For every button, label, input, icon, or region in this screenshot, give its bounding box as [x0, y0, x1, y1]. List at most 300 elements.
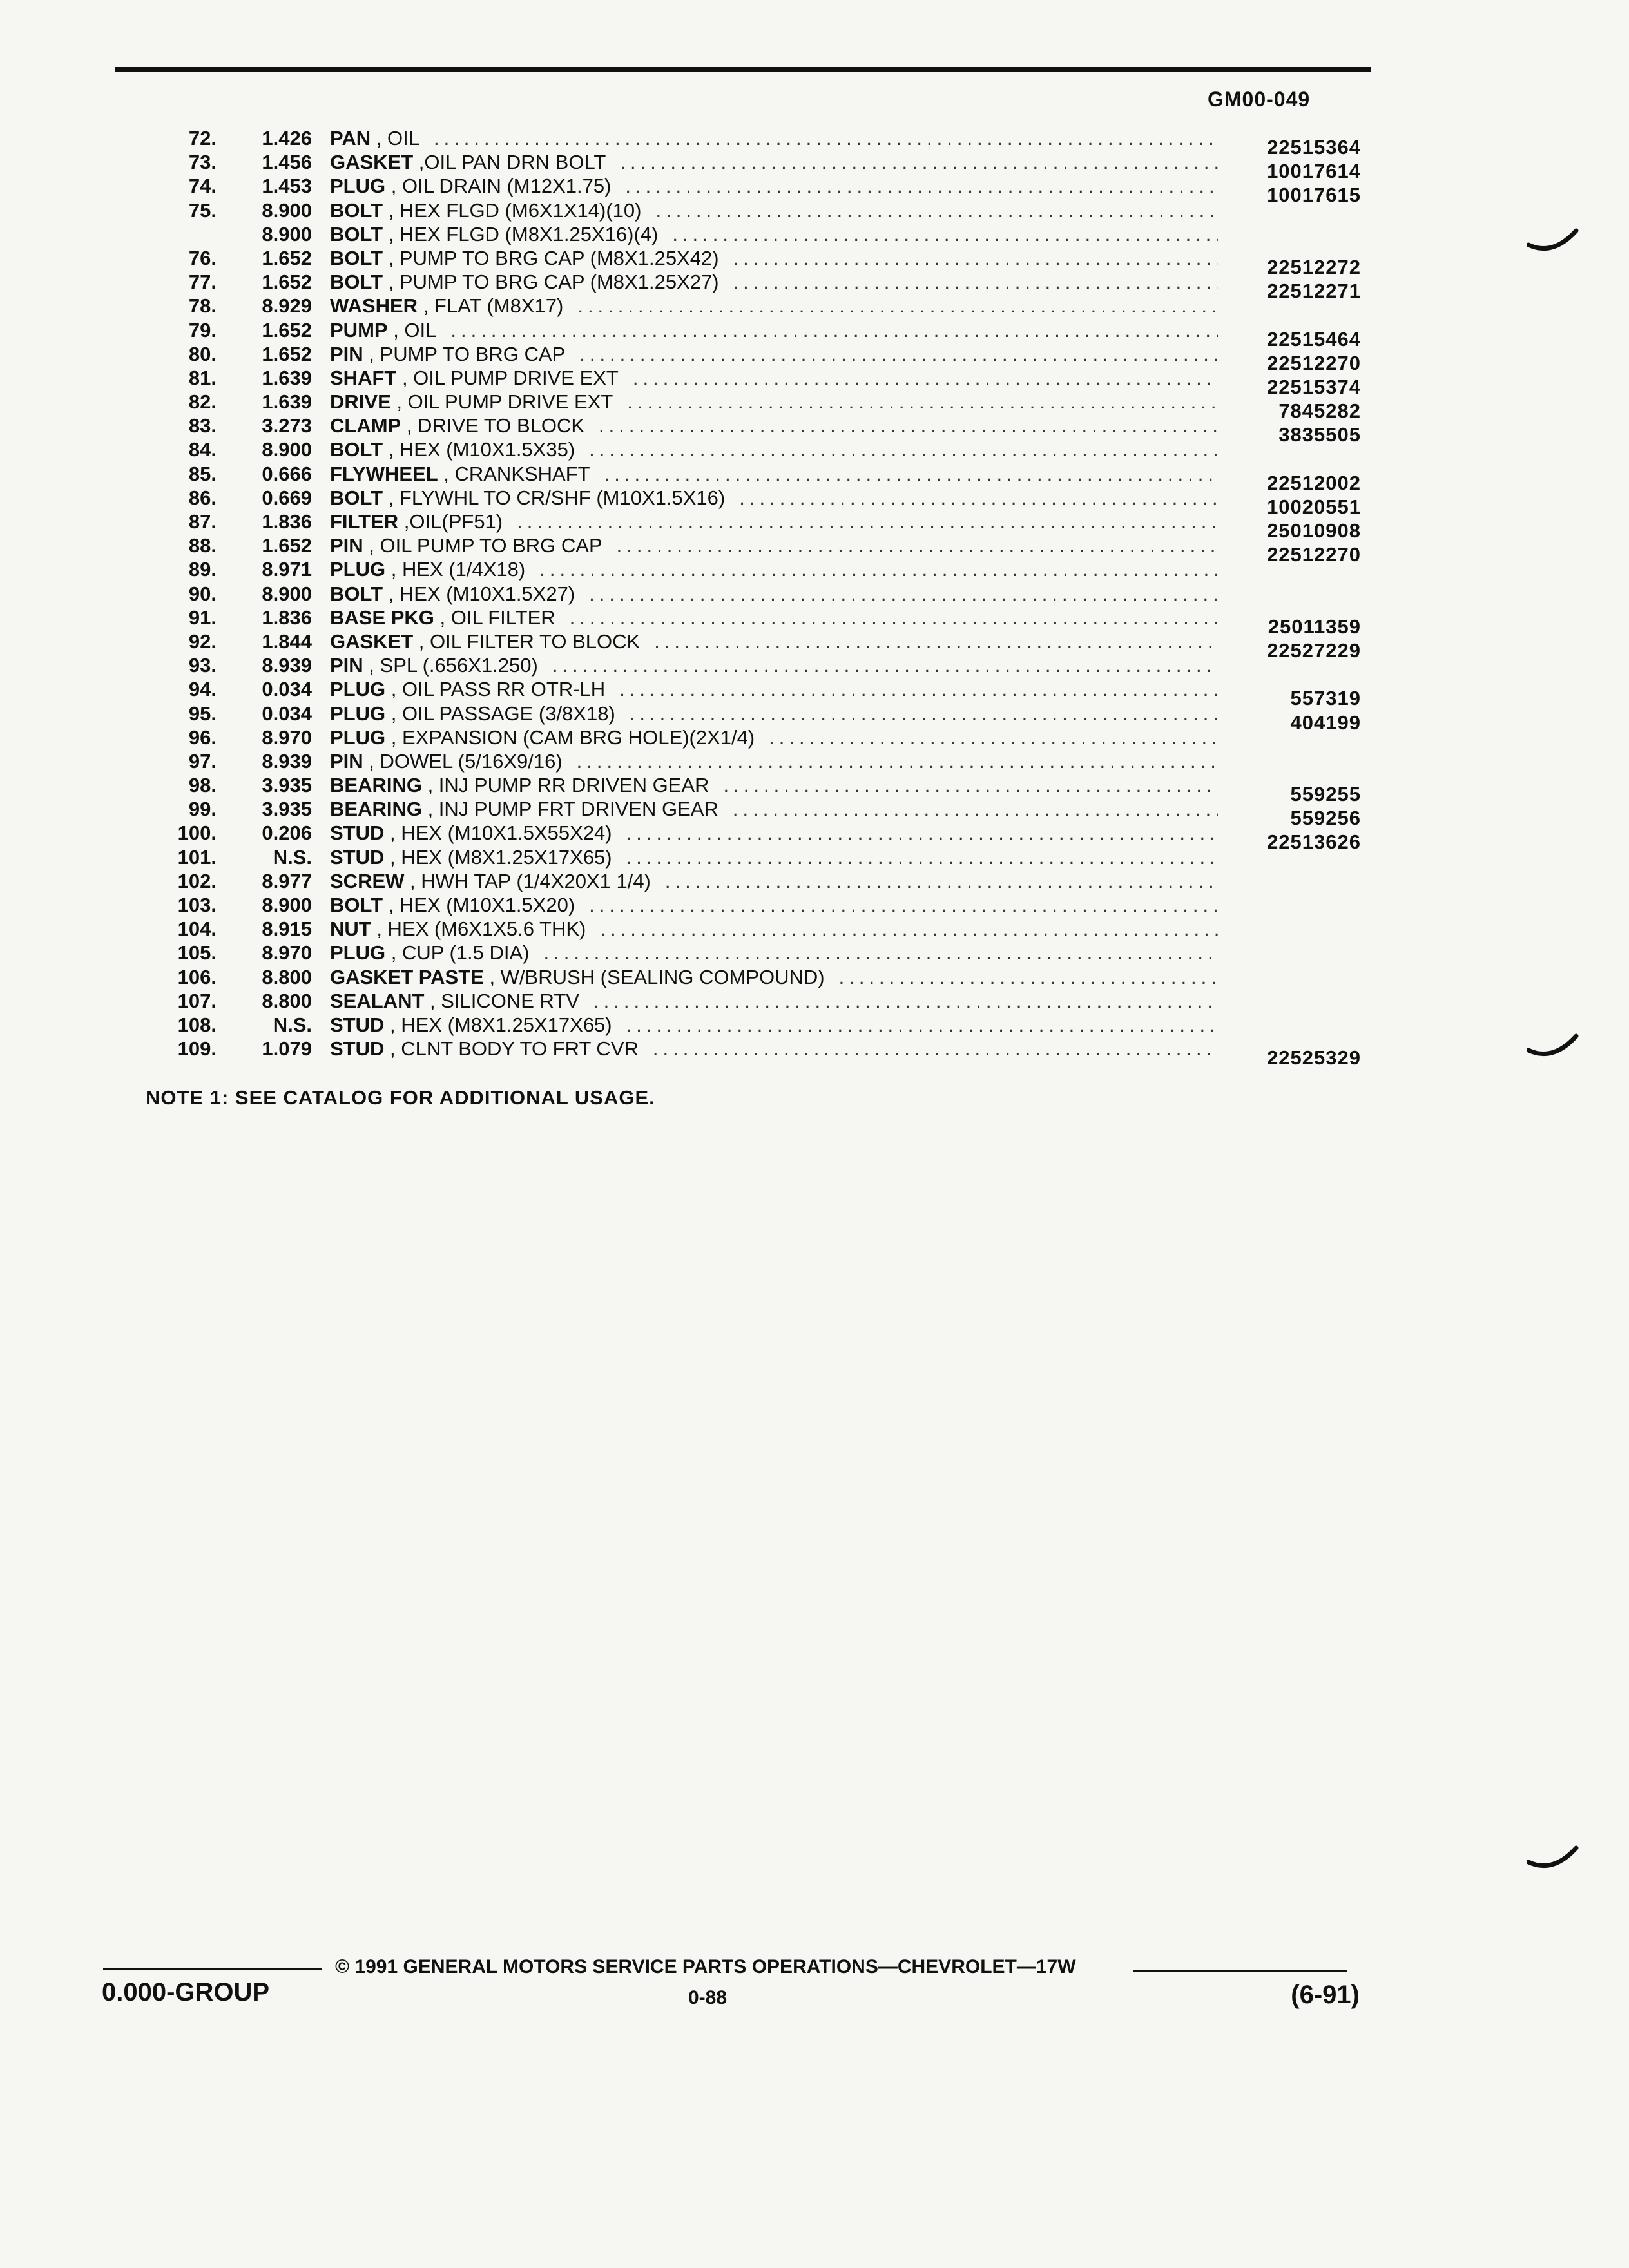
group-number: 8.900 [262, 198, 312, 222]
part-name: BOLT [330, 198, 383, 222]
parts-list [0, 126, 1629, 1070]
item-number: 78. [188, 294, 217, 318]
part-description [330, 653, 1218, 677]
part-description [330, 702, 1218, 726]
part-description [330, 462, 1218, 486]
item-number: 95. [188, 702, 217, 725]
part-name: PLUG [330, 175, 386, 198]
part-name: PLUG [330, 678, 386, 701]
group-number: 1.652 [262, 271, 312, 294]
part-name: DRIVE [330, 390, 391, 414]
binder-mark-bottom [1527, 1843, 1579, 1875]
part-description [330, 486, 1218, 510]
item-number: 92. [188, 629, 217, 653]
top-rule [115, 67, 1371, 72]
part-name: GASKET PASTE [330, 965, 484, 988]
part-name: NUT [330, 918, 371, 941]
part-detail: , FLYWHL TO CR/SHF (M10X1.5X16) [383, 486, 726, 509]
item-number: 105. [177, 941, 217, 965]
part-description [330, 917, 1218, 941]
part-name: GASKET [330, 151, 414, 174]
part-number: 22515464 [1267, 327, 1361, 351]
part-name: STUD [330, 1013, 385, 1036]
group-number: 8.915 [262, 918, 312, 941]
group-number: 1.844 [262, 629, 312, 653]
binder-mark-top [1527, 226, 1579, 258]
part-row [0, 510, 1629, 542]
dot-leader [655, 198, 1218, 222]
dot-leader [517, 510, 1218, 533]
part-row [0, 582, 1629, 606]
dot-leader [672, 222, 1218, 246]
dot-leader [589, 582, 1218, 606]
item-number: 76. [188, 246, 217, 269]
item-number: 100. [177, 822, 217, 845]
group-number: 0.034 [262, 702, 312, 725]
dot-leader [733, 270, 1218, 294]
part-name: STUD [330, 1037, 385, 1061]
group-number: 8.800 [262, 989, 312, 1012]
page-number: 0-88 [688, 1987, 728, 2008]
part-description [330, 342, 1218, 366]
part-description [330, 150, 1218, 174]
item-number: 80. [188, 342, 217, 365]
part-detail: , HEX (M8X1.25X17X65) [384, 1013, 612, 1036]
part-detail: , SPL (.656X1.250) [363, 654, 538, 677]
part-description [330, 390, 1218, 414]
part-description [330, 318, 1218, 342]
part-detail: , DRIVE TO BLOCK [401, 414, 585, 437]
footer-right-rule [1133, 1970, 1347, 1972]
part-number: 10020551 [1267, 495, 1361, 518]
item-number: 88. [188, 534, 217, 557]
part-name: BOLT [330, 894, 383, 916]
group-number: N.S. [273, 845, 312, 869]
part-row [0, 294, 1629, 318]
part-detail: , SILICONE RTV [424, 989, 579, 1012]
dot-leader [769, 726, 1218, 749]
part-description [330, 582, 1218, 606]
part-detail: ,OIL(PF51) [398, 510, 503, 533]
part-row [0, 246, 1629, 278]
part-row [0, 893, 1629, 917]
part-detail: , HEX (M10X1.5X55X24) [384, 822, 612, 845]
part-detail: , HEX FLGD (M6X1X14)(10) [383, 198, 642, 222]
part-row [0, 270, 1629, 303]
part-name: PLUG [330, 726, 386, 749]
part-description [330, 414, 1218, 437]
part-detail: , OIL PUMP TO BRG CAP [363, 534, 602, 557]
group-number: 8.900 [262, 894, 312, 916]
item-number: 82. [188, 390, 217, 414]
part-detail: , FLAT (M8X17) [418, 294, 564, 318]
dot-leader [579, 342, 1218, 366]
part-description [330, 965, 1218, 989]
part-name: PIN [330, 749, 363, 773]
part-number: 22512272 [1267, 255, 1361, 278]
part-name: FILTER [330, 510, 399, 533]
part-row [0, 366, 1629, 398]
group-number: 8.900 [262, 582, 312, 605]
group-number: 1.639 [262, 390, 312, 414]
part-description [330, 557, 1218, 581]
part-number: 22525329 [1267, 1046, 1361, 1070]
dot-leader [733, 246, 1218, 270]
part-description [330, 174, 1218, 198]
part-description [330, 222, 1218, 246]
part-description [330, 246, 1218, 270]
part-detail: , HEX (M6X1X5.6 THK) [371, 918, 586, 941]
part-row [0, 821, 1629, 854]
group-number: 1.652 [262, 318, 312, 341]
part-row [0, 222, 1629, 246]
part-number: 22515374 [1267, 375, 1361, 398]
revision-date: (6-91) [1291, 1981, 1360, 2009]
part-description [330, 606, 1218, 629]
item-number: 108. [177, 1013, 217, 1036]
part-row [0, 1037, 1629, 1070]
part-description [330, 773, 1218, 797]
part-name: PLUG [330, 558, 386, 581]
group-number: 8.800 [262, 965, 312, 988]
part-name: SEALANT [330, 989, 425, 1012]
part-name: BOLT [330, 222, 383, 245]
part-detail: , OIL PASS RR OTR-LH [385, 678, 606, 701]
part-row [0, 557, 1629, 581]
item-number: 103. [177, 894, 217, 916]
part-row [0, 629, 1629, 662]
group-number: 8.939 [262, 654, 312, 677]
part-name: BASE PKG [330, 606, 434, 629]
part-description [330, 893, 1218, 917]
part-number: 22527229 [1267, 639, 1361, 662]
catalog-note: NOTE 1: SEE CATALOG FOR ADDITIONAL USAGE. [146, 1086, 655, 1109]
catalog-code: GM00-049 [1208, 88, 1311, 111]
group-number: 3.935 [262, 798, 312, 821]
item-number: 107. [177, 989, 217, 1012]
dot-leader [627, 390, 1218, 414]
part-description [330, 198, 1218, 222]
item-number: 99. [188, 798, 217, 821]
part-detail: , HEX (1/4X18) [385, 558, 526, 581]
item-number: 75. [188, 198, 217, 222]
group-number: 8.900 [262, 438, 312, 461]
dot-leader [434, 126, 1218, 150]
group-number: 3.273 [262, 414, 312, 437]
dot-leader [604, 462, 1218, 486]
part-detail: , W/BRUSH (SEALING COMPOUND) [483, 965, 825, 988]
part-name: PIN [330, 342, 363, 365]
item-number: 102. [177, 869, 217, 892]
part-row [0, 533, 1629, 566]
part-detail: ,OIL PAN DRN BOLT [413, 151, 606, 174]
part-description [330, 726, 1218, 749]
part-row [0, 198, 1629, 222]
dot-leader [570, 606, 1218, 629]
part-number: 22513626 [1267, 831, 1361, 854]
part-row [0, 989, 1629, 1013]
part-number: 559256 [1290, 807, 1361, 830]
part-description [330, 629, 1218, 653]
part-row [0, 845, 1629, 869]
part-row [0, 606, 1629, 638]
item-number: 89. [188, 558, 217, 581]
part-number: 404199 [1290, 711, 1361, 734]
item-number: 93. [188, 654, 217, 677]
part-detail: , HEX (M10X1.5X27) [383, 582, 575, 605]
part-description [330, 749, 1218, 773]
part-name: BOLT [330, 486, 383, 509]
part-row [0, 462, 1629, 494]
part-description [330, 533, 1218, 557]
dot-leader [589, 893, 1218, 917]
part-name: FLYWHEEL [330, 462, 438, 485]
item-number: 77. [188, 271, 217, 294]
dot-leader [589, 437, 1218, 461]
part-row [0, 126, 1629, 159]
dot-leader [633, 366, 1218, 390]
part-number: 22512002 [1267, 471, 1361, 494]
dot-leader [724, 773, 1218, 797]
dot-leader [626, 821, 1218, 845]
part-detail: , INJ PUMP FRT DRIVEN GEAR [421, 798, 718, 821]
group-number: 1.426 [262, 127, 312, 149]
part-row [0, 749, 1629, 773]
item-number: 74. [188, 175, 217, 198]
part-detail: , OIL PUMP DRIVE EXT [390, 390, 613, 414]
item-number: 106. [177, 965, 217, 988]
dot-leader [653, 1037, 1218, 1061]
part-description [330, 1013, 1218, 1037]
part-name: SHAFT [330, 366, 397, 389]
group-number: 1.079 [262, 1037, 312, 1061]
group-number: 0.034 [262, 678, 312, 701]
dot-leader [544, 941, 1219, 965]
part-row [0, 318, 1629, 351]
copyright-line: © 1991 GENERAL MOTORS SERVICE PARTS OPERATIONS—CHEVROLET—17W [335, 1956, 1076, 1977]
part-detail: , CRANKSHAFT [438, 462, 590, 485]
group-number: 3.935 [262, 774, 312, 797]
part-name: STUD [330, 845, 385, 869]
part-detail: , OIL FILTER TO BLOCK [413, 629, 641, 653]
dot-leader [539, 557, 1218, 581]
footer-left-rule [103, 1968, 322, 1970]
part-number: 22512271 [1267, 280, 1361, 303]
dot-leader [577, 294, 1218, 318]
part-detail: , DOWEL (5/16X9/16) [363, 749, 563, 773]
part-detail: , PUMP TO BRG CAP [363, 342, 566, 365]
part-detail: , CUP (1.5 DIA) [385, 941, 530, 965]
part-row [0, 917, 1629, 941]
part-description [330, 437, 1218, 461]
part-name: PIN [330, 654, 363, 677]
part-name: PIN [330, 534, 363, 557]
part-row [0, 486, 1629, 518]
part-detail: , HWH TAP (1/4X20X1 1/4) [404, 869, 651, 892]
part-row [0, 150, 1629, 183]
group-number: 8.971 [262, 558, 312, 581]
group-number: 1.652 [262, 246, 312, 269]
group-number: 0.206 [262, 822, 312, 845]
dot-leader [626, 1013, 1218, 1037]
part-row [0, 869, 1629, 893]
group-number: 8.970 [262, 941, 312, 965]
part-name: BOLT [330, 246, 383, 269]
dot-leader [577, 749, 1218, 773]
dot-leader [593, 989, 1218, 1013]
part-row [0, 965, 1629, 989]
item-number: 73. [188, 151, 217, 174]
item-number: 85. [188, 462, 217, 485]
part-description [330, 869, 1218, 893]
part-row [0, 797, 1629, 830]
part-name: CLAMP [330, 414, 401, 437]
part-name: BOLT [330, 271, 383, 294]
item-number: 104. [177, 918, 217, 941]
binder-mark-middle [1527, 1031, 1579, 1063]
part-detail: , HEX (M10X1.5X20) [383, 894, 575, 916]
dot-leader [552, 653, 1218, 677]
part-name: BEARING [330, 798, 422, 821]
part-row [0, 390, 1629, 423]
part-description [330, 821, 1218, 845]
group-number: 1.639 [262, 366, 312, 389]
group-number: N.S. [273, 1013, 312, 1036]
part-number: 22512270 [1267, 351, 1361, 374]
part-detail: , OIL [371, 127, 419, 149]
item-number: 94. [188, 678, 217, 701]
part-number: 25011359 [1268, 615, 1361, 638]
part-detail: , OIL PUMP DRIVE EXT [396, 366, 619, 389]
part-row [0, 174, 1629, 207]
item-number: 79. [188, 318, 217, 341]
part-detail: , HEX (M8X1.25X17X65) [384, 845, 612, 869]
part-name: GASKET [330, 629, 414, 653]
part-description [330, 510, 1218, 533]
dot-leader [617, 533, 1218, 557]
part-description [330, 797, 1218, 821]
part-description [330, 941, 1218, 965]
item-number: 109. [177, 1037, 217, 1061]
part-detail: , HEX (M10X1.5X35) [383, 438, 575, 461]
dot-leader [626, 845, 1218, 869]
part-name: BOLT [330, 582, 383, 605]
dot-leader [620, 150, 1218, 174]
part-name: BOLT [330, 438, 383, 461]
part-description [330, 126, 1218, 150]
part-detail: , OIL [387, 318, 437, 341]
dot-leader [654, 629, 1218, 653]
part-description [330, 1037, 1218, 1061]
item-number: 96. [188, 726, 217, 749]
part-description [330, 270, 1218, 294]
part-detail: , OIL PASSAGE (3/8X18) [385, 702, 615, 725]
part-row [0, 1013, 1629, 1037]
dot-leader [625, 174, 1218, 198]
part-row [0, 702, 1629, 734]
item-number: 72. [188, 127, 217, 149]
part-number: 3835505 [1278, 423, 1361, 447]
group-number: 8.900 [262, 222, 312, 245]
item-number: 87. [188, 510, 217, 533]
group-number: 8.977 [262, 869, 312, 892]
group-number: 1.456 [262, 151, 312, 174]
group-number: 1.652 [262, 534, 312, 557]
part-name: SCREW [330, 869, 405, 892]
item-number: 101. [177, 845, 217, 869]
part-description [330, 989, 1218, 1013]
group-number: 8.929 [262, 294, 312, 318]
dot-leader [450, 318, 1218, 342]
part-row [0, 342, 1629, 374]
dot-leader [600, 917, 1218, 941]
part-detail: , PUMP TO BRG CAP (M8X1.25X27) [383, 271, 719, 294]
part-row [0, 773, 1629, 806]
part-detail: , OIL FILTER [434, 606, 555, 629]
group-number: 1.652 [262, 342, 312, 365]
part-name: PAN [330, 127, 371, 149]
group-number: 0.666 [262, 462, 312, 485]
dot-leader [665, 869, 1218, 893]
part-detail: , HEX FLGD (M8X1.25X16)(4) [383, 222, 659, 245]
part-name: WASHER [330, 294, 418, 318]
dot-leader [599, 414, 1218, 437]
dot-leader [733, 797, 1218, 821]
item-number: 91. [188, 606, 217, 629]
part-number: 22515364 [1267, 136, 1361, 159]
part-description [330, 366, 1218, 390]
item-number: 97. [188, 749, 217, 773]
part-number: 22512270 [1267, 543, 1361, 566]
dot-leader [839, 965, 1218, 989]
item-number: 86. [188, 486, 217, 509]
part-description [330, 677, 1218, 701]
group-number: 1.836 [262, 606, 312, 629]
part-detail: , PUMP TO BRG CAP (M8X1.25X42) [383, 246, 719, 269]
part-number: 7845282 [1278, 399, 1361, 423]
part-number: 25010908 [1267, 519, 1361, 542]
part-name: PUMP [330, 318, 388, 341]
part-description [330, 845, 1218, 869]
part-detail: , INJ PUMP RR DRIVEN GEAR [421, 774, 709, 797]
part-name: PLUG [330, 702, 386, 725]
part-description [330, 294, 1218, 318]
item-number: 98. [188, 774, 217, 797]
part-row [0, 437, 1629, 461]
part-number: 559255 [1290, 783, 1361, 806]
part-name: PLUG [330, 941, 386, 965]
part-detail: , CLNT BODY TO FRT CVR [384, 1037, 639, 1061]
part-row [0, 726, 1629, 749]
part-detail: , EXPANSION (CAM BRG HOLE)(2X1/4) [385, 726, 755, 749]
item-number: 81. [188, 366, 217, 389]
part-number: 10017615 [1267, 184, 1361, 207]
part-name: STUD [330, 822, 385, 845]
part-row [0, 677, 1629, 710]
part-number: 10017614 [1267, 160, 1361, 183]
part-row [0, 414, 1629, 447]
part-number: 557319 [1290, 687, 1361, 710]
group-number: 1.836 [262, 510, 312, 533]
item-number: 90. [188, 582, 217, 605]
group-number: 8.939 [262, 749, 312, 773]
group-label: 0.000-GROUP [102, 1978, 270, 2006]
item-number: 83. [188, 414, 217, 437]
group-number: 8.970 [262, 726, 312, 749]
dot-leader [739, 486, 1218, 510]
group-number: 0.669 [262, 486, 312, 509]
part-detail: , OIL DRAIN (M12X1.75) [385, 175, 612, 198]
